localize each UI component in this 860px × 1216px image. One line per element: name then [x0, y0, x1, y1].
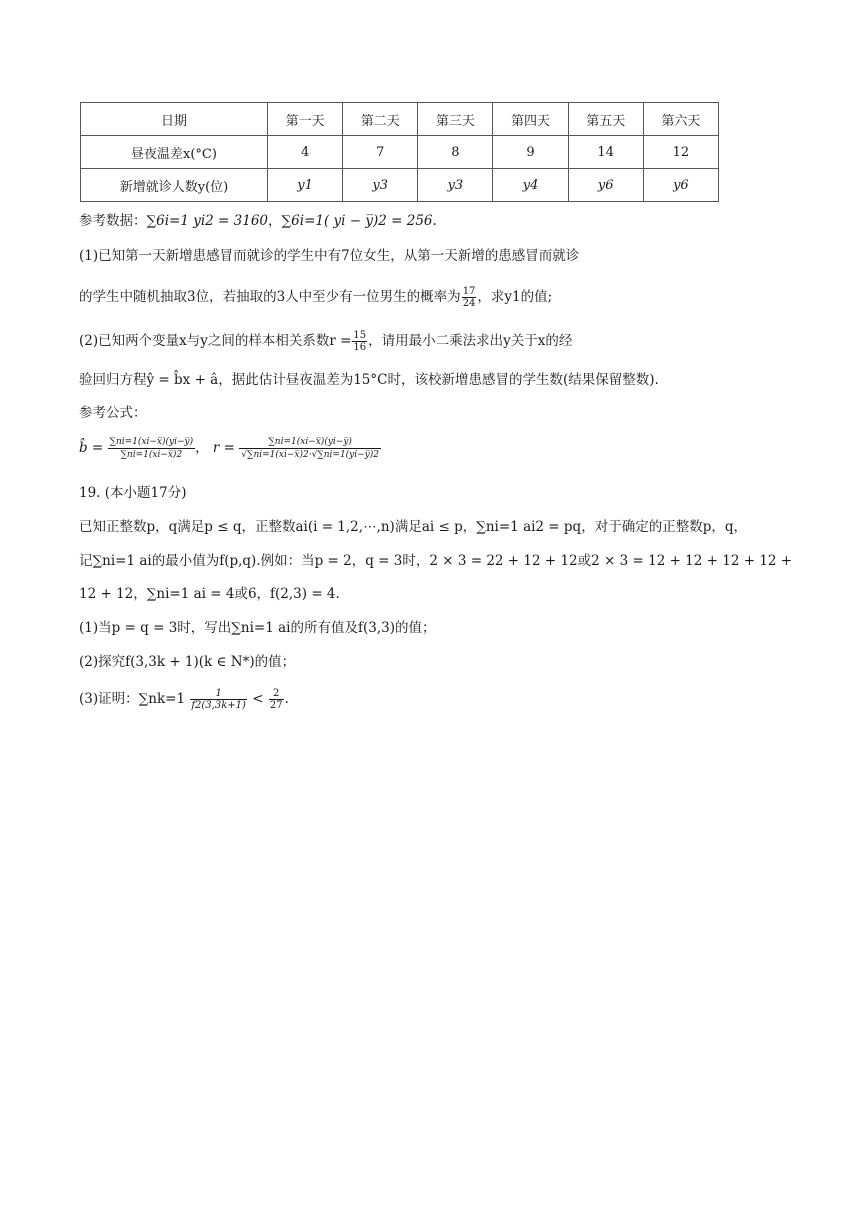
table-row — [81, 169, 719, 202]
bound-fraction — [269, 688, 284, 711]
fraction-numerator: 17 — [462, 286, 476, 297]
q18-part2-line2: 验回归方程ŷ = b̂x + â，据此估计昼夜温差为15°C时，该校新增患感冒的学生数(结果保留整数). — [79, 372, 659, 388]
table-cell: 14 — [568, 136, 643, 169]
q18-part2-text: (2)已知两个变量x与y之间的样本相关系数r = — [79, 333, 352, 349]
table-header-cell: 第四天 — [493, 103, 568, 136]
table-cell: 12 — [643, 136, 718, 169]
row-label: 新增就诊人数y(位) — [81, 169, 268, 202]
fraction-denominator: 16 — [353, 342, 367, 353]
ref-data-expr2: ∑6i=1( yi − y̅)2 = 256. — [281, 213, 437, 229]
fraction-numerator: 15 — [353, 330, 367, 341]
table-header-cell: 第三天 — [418, 103, 493, 136]
q19-line1: 已知正整数p，q满足p ≤ q，正整数ai(i = 1,2,⋯,n)满足ai ≤ p，∑ni=1 ai2 = pq，对于确定的正整数p，q， — [79, 519, 747, 535]
q19-part1: (1)当p = q = 3时，写出∑ni=1 ai的所有值及f(3,3)的值； — [79, 620, 436, 636]
q19-line2: 记∑ni=1 ai的最小值为f(p,q).例如：当p = 2，q = 3时，2 × 3 = 22 + 12 + 12或2 × 3 = 12 + 12 + 12 + 12 + — [79, 553, 793, 569]
q19-part3-period: . — [284, 691, 289, 707]
q18-part1-tail: ，求y1的值; — [477, 289, 553, 305]
fraction-numerator: 2 — [269, 688, 284, 700]
q19-part3-text: (3)证明：∑nk=1 — [79, 691, 186, 707]
q19-part2: (2)探究f(3,3k + 1)(k ∈ N*)的值； — [79, 654, 296, 670]
ref-data-label: 参考数据： — [79, 213, 147, 229]
formula-line: b̂ = $\frac{\sum ni=1(xi-x̅)(yi-y̅)}{\sum ni=1(xi-x̅)2}$ ， r = $\frac{\sum ni=1(xi-x̅)(yi-y̅)}{√\sum ni=1(xi-x̅)2\cdot√\sum ni=1(yi-y̅)2}$ — [79, 437, 380, 460]
fraction-denominator: 24 — [462, 298, 476, 309]
table-header-cell: 第六天 — [643, 103, 718, 136]
table-cell: 9 — [493, 136, 568, 169]
fraction-numerator: ∑ni=1(xi−x̅)(yi−y̅) — [239, 436, 381, 449]
table-cell: y3 — [418, 169, 493, 202]
data-table — [80, 102, 719, 202]
fraction-numerator: ∑ni=1(xi−x̅)(yi−y̅) — [109, 437, 194, 447]
less-than-sign: < — [252, 691, 264, 707]
row-label: 昼夜温差x(°C) — [81, 136, 268, 169]
q18-part2-tail: ，请用最小二乘法求出y关于x的经 — [368, 333, 573, 349]
correlation-fraction — [352, 330, 367, 353]
fraction-numerator: 1 — [190, 688, 247, 700]
q18-part1-text: 的学生中随机抽取3位，若抽取的3人中至少有一位男生的概率为 — [79, 289, 461, 305]
table-cell: y4 — [493, 169, 568, 202]
sum-term-fraction — [190, 688, 247, 711]
fraction-denominator: 27 — [269, 700, 283, 711]
fraction-denominator: ∑ni=1(xi−x̅)2 — [120, 450, 183, 460]
ref-data-expr1: ∑6i=1 yi2 = 3160 — [146, 213, 269, 229]
r-symbol: r = — [212, 440, 235, 456]
table-header-cell: 第二天 — [343, 103, 418, 136]
table-row — [81, 136, 719, 169]
q19-line3: 12 + 12，∑ni=1 ai = 4或6，f(2,3) = 4. — [79, 586, 340, 602]
table-cell: y6 — [643, 169, 718, 202]
table-header-cell: 日期 — [81, 103, 268, 136]
ref-data-line: 参考数据：∑6i=1 yi2 = 3160，∑6i=1( yi − y̅)2 = 256. — [79, 213, 437, 229]
fraction-denominator: √∑ni=1(xi−x̅)2·√∑ni=1(yi−y̅)2 — [241, 450, 380, 460]
formula-label: 参考公式： — [79, 405, 147, 421]
q19-title: 19. (本小题17分) — [79, 485, 187, 501]
fraction-denominator: f2(3,3k+1) — [191, 700, 246, 711]
table-cell: y3 — [343, 169, 418, 202]
table-header-cell: 第五天 — [568, 103, 643, 136]
q19-part3 — [79, 688, 289, 711]
table-cell: y6 — [568, 169, 643, 202]
table-cell: y1 — [268, 169, 343, 202]
table-cell: 7 — [343, 136, 418, 169]
b-hat-symbol: b̂ = — [79, 440, 104, 456]
table-header-cell: 第一天 — [268, 103, 343, 136]
q18-part2-line1 — [79, 330, 572, 353]
r-fraction — [239, 436, 381, 461]
q18-part1-line2 — [79, 286, 552, 309]
table-header-row — [81, 103, 719, 136]
b-hat-fraction — [108, 436, 196, 461]
table-cell: 4 — [268, 136, 343, 169]
probability-fraction — [462, 286, 477, 309]
q18-part1-line1: (1)已知第一天新增患感冒而就诊的学生中有7位女生，从第一天新增的患感冒而就诊 — [79, 248, 580, 264]
table-cell: 8 — [418, 136, 493, 169]
